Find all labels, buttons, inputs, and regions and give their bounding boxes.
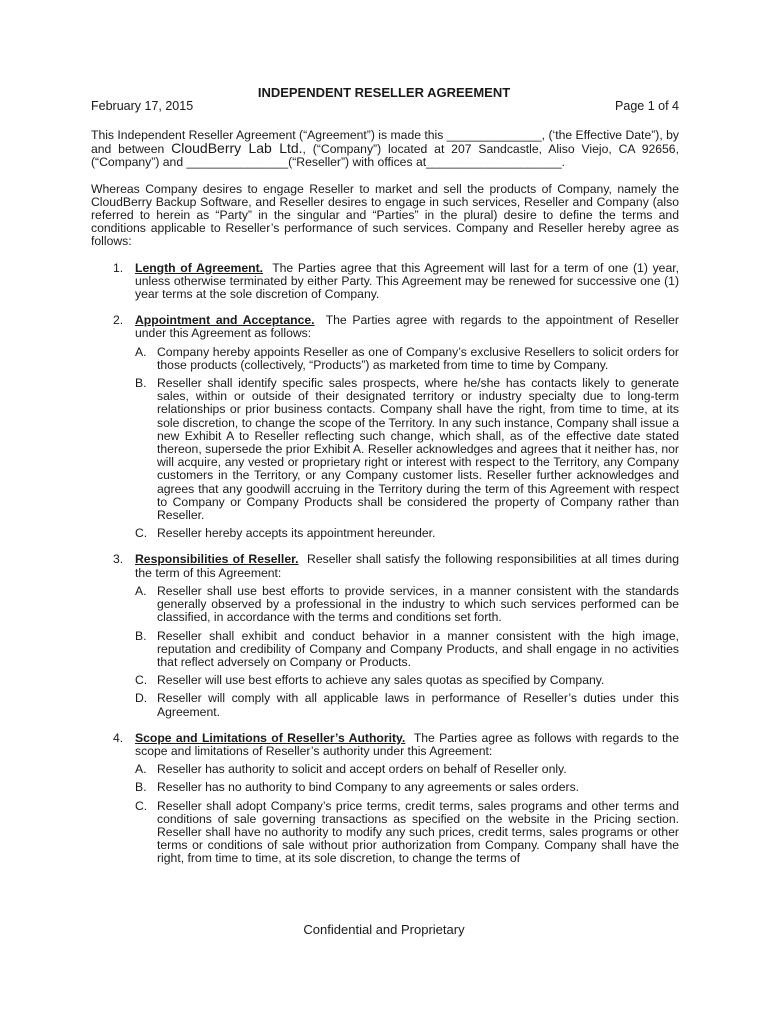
list-item: C. Reseller hereby accepts its appointment hereunder. bbox=[135, 526, 436, 541]
list-item: B. Reseller shall exhibit and conduct behavior in a manner consistent with the high image, reputation and credibility of Company and Company Products, and shall engage in no activities that reflect adversely on Company or Products. bbox=[135, 628, 679, 669]
section-4 bbox=[91, 732, 679, 866]
section-heading: Scope and Limitations of Reseller’s Authority. bbox=[135, 730, 406, 745]
section-heading: Appointment and Acceptance. bbox=[135, 313, 315, 328]
list-item: A. Reseller shall use best efforts to provide services, in a manner consistent with the standards generally observed by a professional in the industry to which such services performed can be classified, in accordance with the terms and conditions set forth. bbox=[135, 583, 679, 625]
list-item: A. Company hereby appoints Reseller as one of Company’s exclusive Resellers to solicit orders for those products (collectively, “Products”) as marketed from time to time by Company. bbox=[135, 344, 679, 372]
company-name: CloudBerry Lab Ltd. bbox=[171, 140, 303, 157]
list-item: D. Reseller will comply with all applicable laws in performance of Reseller’s duties under this Agreement. bbox=[135, 691, 679, 719]
section-heading: Length of Agreement. bbox=[135, 260, 264, 275]
section-number: 3. bbox=[113, 552, 124, 567]
document-body bbox=[91, 129, 679, 879]
list-item: C. Reseller shall adopt Company’s price terms, credit terms, sales programs and other terms and conditions of sale governing transactions as specified on the website in the Pricing section. Reseller shall have no authority to modify any such prices, credit terms, sales programs or other terms or conditions of sale without prior authorization from Company. Company shall have the right, from time to time, at its sole discretion, to change the terms of bbox=[135, 798, 679, 866]
section-1 bbox=[91, 262, 679, 302]
intro-text-1: This Independent Reseller Agreement (“Agreement”) is made this ______________, (‘the Effective Date”), by and between bbox=[91, 128, 679, 157]
list-item: C. Reseller will use best efforts to achieve any sales quotas as specified by Company. bbox=[135, 673, 605, 688]
section-2 bbox=[91, 314, 679, 540]
page-number: Page 1 of 4 bbox=[615, 99, 679, 113]
section-number: 2. bbox=[113, 313, 124, 328]
section-text: The Parties agree with regards to the appointment of Reseller under this Agreement as follows: bbox=[135, 313, 679, 341]
document-title: INDEPENDENT RESELLER AGREEMENT bbox=[257, 85, 511, 100]
section-text: Reseller shall satisfy the following responsibilities at all times during the term of this Agreement: bbox=[135, 552, 679, 580]
intro-text-2: , (“Company”) located at 207 Sandcastle, Aliso Viejo, CA 92656, (“Company”) and _______________(“Reseller”) with offices at____________________. bbox=[91, 142, 679, 170]
whereas-paragraph: Whereas Company desires to engage Reseller to market and sell the products of Company, namely the CloudBerry Backup Software, and Reseller desires to engage in such services, Reseller and Company (also referred to herein as “Party” in the singular and “Parties” in the plural) desire to define the terms and conditions applicable to Reseller’s performance of such services. Company and Reseller hereby agree as follows: bbox=[91, 181, 679, 249]
document-date: February 17, 2015 bbox=[91, 99, 194, 113]
section-number: 1. bbox=[113, 260, 124, 275]
section-text: The Parties agree as follows with regards to the scope and limitations of Reseller’s authority under this Agreement: bbox=[135, 730, 679, 758]
footer-confidential: Confidential and Proprietary bbox=[303, 922, 465, 937]
list-item: B. Reseller has no authority to bind Company to any agreements or sales orders. bbox=[135, 780, 580, 795]
section-3 bbox=[91, 553, 679, 718]
list-item: B. Reseller shall identify specific sales prospects, where he/she has contacts likely to generate sales, within or outside of their designated territory or industry specialty due to long-term relationships or prior business contacts. Company shall have the right, from time to time, at its sole discretion, to change the scope of the Territory. In any such instance, Company shall issue a new Exhibit A to Reseller reflecting such change, which shall, as of the effective date stated thereon, supersede the prior Exhibit A. Reseller acknowledges and agrees that it neither has, nor will acquire, any vested or proprietary right or interest with respect to the Territory, any Company customers in the Territory, or any Company customer lists. Reseller further acknowledges and agrees that any goodwill accruing in the Territory during the term of this Agreement with respect to Company or Company Products shall be considered the property of Company rather than Reseller. bbox=[135, 376, 679, 523]
section-text: The Parties agree that this Agreement will last for a term of one (1) year, unless otherwise terminated by either Party. This Agreement may be renewed for successive one (1) year terms at the sole discretion of Company. bbox=[135, 260, 679, 302]
intro-paragraph bbox=[91, 129, 679, 170]
date-line bbox=[91, 99, 679, 113]
list-item: A. Reseller has authority to solicit and accept orders on behalf of Reseller only. bbox=[135, 762, 567, 777]
section-number: 4. bbox=[113, 730, 124, 745]
section-heading: Responsibilities of Reseller. bbox=[135, 552, 299, 567]
